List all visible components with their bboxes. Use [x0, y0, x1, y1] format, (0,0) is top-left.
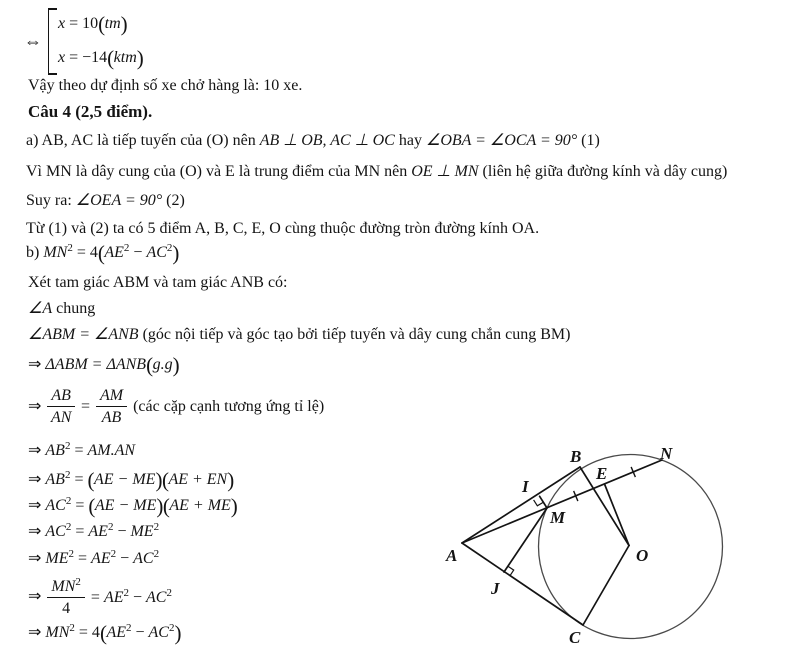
text-segment: AC	[133, 550, 154, 567]
fraction	[47, 576, 85, 618]
text-segment: 2	[65, 521, 72, 533]
text-segment: −	[129, 244, 147, 261]
common-angle	[28, 299, 95, 319]
text-segment: )	[230, 494, 238, 518]
text-segment: Xét tam giác ABM và tam giác ANB có:	[28, 274, 288, 291]
text-segment: (góc nội tiếp và góc tạo bởi tiếp tuyến và dây cung chắn cung BM)	[138, 326, 571, 343]
text-segment: ⇒	[28, 356, 46, 373]
text-segment: 2	[153, 548, 160, 560]
text-segment: =	[70, 471, 88, 488]
me-difference	[28, 548, 159, 569]
text-segment: )	[136, 46, 144, 71]
text-segment: (	[98, 12, 105, 36]
text-segment: AC	[146, 588, 167, 606]
text-segment: = 4	[74, 624, 100, 641]
text-segment: 2	[68, 548, 75, 560]
point-label-I: I	[522, 477, 529, 496]
part-a-line2	[26, 162, 727, 182]
text-segment: ΔABM = ΔANB	[45, 356, 147, 373]
similarity	[28, 352, 179, 378]
text-segment: )	[172, 353, 180, 377]
text-segment: AB ⊥ OB, AC ⊥ OC	[259, 132, 395, 149]
math-group	[91, 587, 172, 608]
text-segment: (	[146, 353, 153, 377]
text-segment: (	[87, 468, 94, 492]
text-segment: = 4	[72, 244, 98, 261]
point-label-M: M	[550, 508, 566, 527]
point-label-J: J	[491, 579, 500, 598]
text-segment: ⇒	[28, 523, 46, 540]
text-segment: AE − ME	[93, 471, 156, 488]
text-segment: 2	[65, 495, 72, 507]
text-segment: OE ⊥ MN	[411, 163, 479, 180]
text-segment: AB	[101, 409, 122, 427]
text-segment: AE	[106, 624, 126, 641]
text-segment: )	[120, 12, 128, 36]
text-segment: AC	[45, 523, 66, 540]
text-segment: AE	[103, 588, 124, 606]
ac-difference	[28, 521, 159, 542]
text-segment: 4	[62, 600, 71, 618]
text-segment: ∠OEA = 90°	[75, 192, 163, 209]
text-segment: =	[90, 588, 104, 606]
text-segment: ⇔	[24, 31, 42, 51]
text-segment: AB	[45, 442, 65, 459]
text-segment: )	[172, 241, 179, 265]
text-segment: 2	[64, 469, 71, 481]
text-segment: −	[131, 624, 149, 641]
text-segment: ⇒	[28, 497, 46, 514]
point-label-N: N	[660, 444, 673, 463]
point-label-E: E	[596, 464, 608, 483]
text-segment: AM.AN	[87, 442, 136, 459]
text-segment: 2	[123, 586, 129, 599]
ab-squared	[28, 440, 135, 461]
text-segment: Từ (1) và (2) ta có 5 điểm A, B, C, E, O cùng thuộc đường tròn đường kính OA.	[26, 220, 540, 237]
text-segment: (	[99, 621, 107, 645]
text-segment: AE	[88, 523, 108, 540]
text-segment: ME	[130, 523, 154, 540]
text-segment: ⇒	[28, 550, 46, 567]
conclusion-line	[28, 76, 302, 96]
text-segment: = −14	[65, 49, 108, 67]
text-segment: =	[70, 442, 88, 459]
text-segment: tm	[104, 15, 121, 32]
point-label-O: O	[636, 546, 649, 565]
point-label-B: B	[570, 447, 582, 466]
part-a-line1	[26, 131, 600, 151]
text-segment: = 10	[65, 15, 99, 32]
triangle-consideration	[28, 273, 288, 293]
text-segment: =	[71, 523, 89, 540]
text-segment: 2	[107, 521, 114, 533]
text-segment: g.g	[152, 356, 173, 373]
text-segment: x	[58, 49, 66, 67]
text-segment: AB	[51, 387, 71, 404]
text-segment: ∠OBA = ∠OCA = 90°	[425, 132, 578, 149]
text-segment: a) AB, AC là tiếp tuyến của (O) nên	[26, 132, 260, 149]
text-segment: 2	[110, 548, 117, 560]
text-segment: =	[71, 497, 89, 514]
text-segment: ⇒	[28, 588, 42, 606]
text-segment: AN	[50, 409, 72, 427]
text-segment: Vì MN là dây cung của (O) và E là trung điểm của MN nên	[26, 163, 412, 180]
text-segment: ME	[45, 550, 69, 567]
fraction	[47, 386, 75, 427]
text-segment: (1)	[577, 132, 600, 149]
cases-row	[58, 11, 143, 37]
cases-bracket	[48, 8, 145, 75]
text-segment: AE	[104, 244, 124, 261]
text-segment: ∠ABM = ∠ANB	[28, 326, 139, 343]
text-segment: 2	[166, 242, 173, 254]
text-segment: AC	[45, 497, 66, 514]
text-segment: MN	[45, 624, 70, 641]
text-segment: ⇒	[28, 624, 46, 641]
text-segment: 2	[75, 576, 81, 588]
text-segment: hay	[394, 132, 426, 149]
text-segment: 2	[64, 440, 71, 452]
text-segment: )	[156, 494, 163, 518]
text-segment: AC	[146, 244, 167, 261]
text-segment: AE + EN	[168, 471, 228, 488]
text-segment: (liên hệ giữa đường kính và dây cung)	[478, 163, 728, 180]
text-segment: Câu 4 (2,5 điểm).	[28, 102, 153, 121]
ab-expanded	[28, 467, 234, 493]
text-segment: chung	[52, 300, 96, 317]
text-segment: MN	[43, 244, 68, 261]
part-a-line4	[26, 219, 539, 239]
text-segment: AB	[45, 471, 65, 488]
text-segment: 2	[123, 242, 130, 254]
part-b-statement	[26, 240, 179, 266]
text-segment: (	[162, 494, 170, 518]
text-segment: )	[227, 468, 234, 492]
angle-equality	[28, 325, 570, 345]
text-segment: 2	[166, 586, 172, 599]
text-segment: 2	[69, 622, 75, 634]
text-segment: (2)	[162, 192, 185, 209]
mn-quarter	[28, 576, 172, 618]
text-segment: AM	[99, 387, 124, 404]
text-segment: ⇒	[28, 471, 46, 488]
fraction	[96, 386, 127, 427]
text-segment: AC	[148, 624, 169, 641]
text-segment: MN	[51, 578, 76, 595]
text-segment: Vậy theo dự định số xe chở hàng là: 10 xe.	[28, 77, 303, 94]
text-segment: ⇒	[28, 397, 42, 415]
point-label-A: A	[446, 546, 458, 565]
text-segment: )	[174, 621, 181, 645]
cases-row	[58, 45, 143, 71]
ac-expanded	[28, 493, 237, 519]
text-segment: (	[107, 46, 114, 71]
final-result	[28, 620, 181, 646]
text-segment: −	[113, 523, 131, 540]
text-segment: 2	[153, 521, 160, 533]
text-segment: (các cặp cạnh tương ứng tỉ lệ)	[133, 397, 325, 415]
ratio	[28, 386, 324, 427]
text-segment: (	[97, 241, 105, 265]
text-segment: Suy ra:	[26, 192, 76, 209]
problem-heading	[28, 101, 152, 123]
text-segment: ktm	[113, 49, 137, 67]
text-segment: =	[74, 550, 92, 567]
text-segment: =	[80, 397, 90, 415]
text-segment: 2	[125, 622, 132, 634]
text-segment: 2	[67, 242, 73, 254]
text-segment: ⇒	[28, 442, 46, 459]
text-segment: −	[116, 550, 134, 567]
case-split	[24, 8, 145, 75]
text-segment: AE − ME	[94, 497, 157, 514]
text-segment: ∠A	[28, 300, 53, 317]
text-segment: (	[88, 494, 95, 518]
part-a-line3	[26, 191, 185, 211]
text-segment: AE + ME	[169, 497, 231, 514]
text-segment: )	[155, 468, 162, 492]
point-label-C: C	[569, 628, 581, 647]
text-segment: (	[161, 468, 169, 492]
text-segment: x	[58, 15, 66, 32]
text-segment: b)	[26, 244, 44, 261]
text-segment: AE	[91, 550, 111, 567]
text-segment: −	[128, 588, 147, 606]
text-segment: 2	[168, 622, 175, 634]
